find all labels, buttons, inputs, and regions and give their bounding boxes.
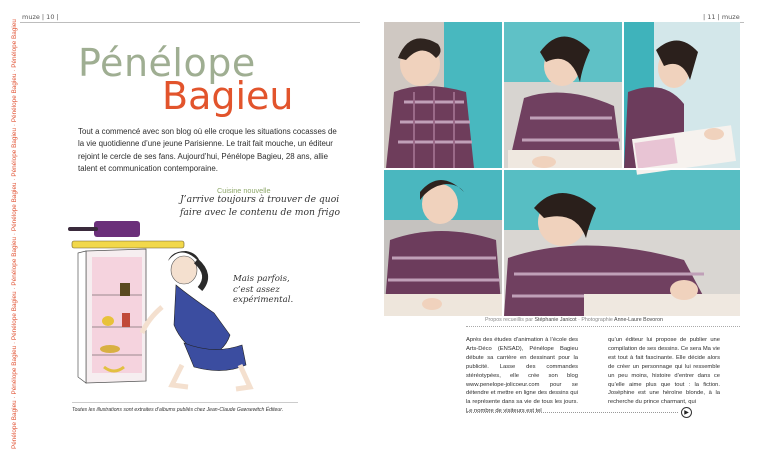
pot-icon [94,221,140,237]
play-arrow-icon: ▶ [684,410,689,416]
credit-photographer: Anne-Laure Bovoron [614,317,663,323]
illustration-caption: Toutes les illustrations sont extraites d’albums publiés chez Jean-Claude Gawsewitch Éditeur. [72,407,284,413]
credits-rule [466,326,740,327]
title-last-name: Bagieu [162,74,294,118]
continuation-rule [466,412,678,413]
body-column-2: qu’un éditeur lui propose de publier une compilation de ses dessins. Ce sera Ma vie est tout à fait fascinante. Elle décide alors de créer un personnage qui lui ressemble un peu moins, histoire d’entrer dans ce qu’elle aime plus que tout : la fiction. Joséphine est une héroïne blonde, à la recherche du prince charmant, qui [608,337,720,406]
handwritten-text-1: J’arrive toujours à trouver de quoi faire avec le contenu de mon frigo [180,194,340,218]
credit-interviewer: Stéphanie Janicot [534,317,577,323]
photo-collage [384,22,740,316]
title-first-name: Pénélope [78,41,256,85]
next-page-button[interactable] [681,407,692,418]
spine-strip [0,0,18,450]
caption-rule [72,402,298,403]
folio-left: muze | 10 | [22,13,59,21]
handwritten-text-2: Mais parfois, c’est assez expérimental. [233,274,294,305]
illustration-label: Cuisine nouvelle [217,186,271,195]
top-rule-left [20,22,360,23]
credit-separator: · Photographie [576,317,613,323]
intro-paragraph: Tout a commencé avec son blog où elle croque les situations cocasses de la vie quotidienne d’une jeune Parisienne. Le trait fait mouche, un éditeur rejoint le cercle de ses fans. Aujourd’hui, Pénélope Bagieu, 28 ans, allie talent et communication contemporaine. [78,127,337,173]
fridge-illustration [64,215,254,395]
photo-credits [485,317,663,323]
spine-running-text: Pénélope Bagieu · Pénélope Bagieu · Pénélope Bagieu · Pénélope Bagieu · Pénélope Bagieu · Pénélope Bagieu · Pénélope Bagieu · Pénélope Bagieu [11,19,18,449]
credit-prefix: Propos recueillis par [485,317,533,323]
body-column-1: Après des études d’animation à l’école des Arts-Déco (ENSAD), Pénélope Bagieu débute sa carrière en dessinant pour la publicité. Lasse des commandes stéréotypées, elle crée son blog www.penelope-jolicoeur.com pour se détendre et mettre en ligne des dessins qui la représente dans sa vie de tous les jours. Le nombre de visiteurs est tel [466,337,578,415]
folio-right: | 11 | muze [703,13,740,21]
